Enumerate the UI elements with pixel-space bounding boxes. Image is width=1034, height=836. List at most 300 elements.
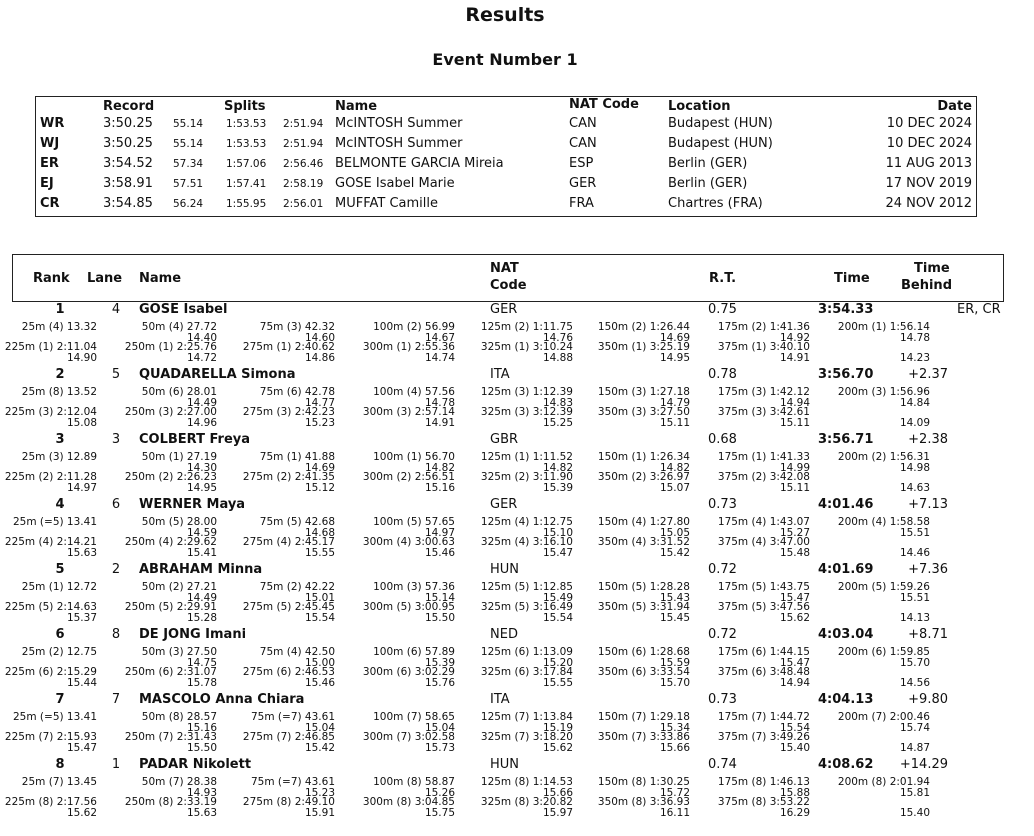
split-time: 275m (5) 2:45.45	[242, 601, 335, 613]
split-lap: 15.05	[659, 527, 690, 539]
split-lap: 15.55	[542, 677, 573, 689]
split-time: 50m (6) 28.01	[141, 386, 217, 398]
split-time: 100m (8) 58.87	[373, 776, 455, 788]
split-time: 350m (3) 3:27.50	[597, 406, 690, 418]
split-time: 325m (7) 3:18.20	[480, 731, 573, 743]
result-lane: 6	[111, 497, 121, 512]
record-split: 2:51.94	[283, 138, 324, 150]
split-time: 225m (2) 2:11.28	[4, 471, 97, 483]
split-lap: 15.23	[304, 417, 335, 429]
split-time: 100m (3) 57.36	[373, 581, 455, 593]
split-lap: 14.46	[899, 547, 930, 559]
split-lap: 15.01	[304, 592, 335, 604]
split-lap: 14.49	[186, 592, 217, 604]
split-lap: 15.28	[186, 612, 217, 624]
split-time: 200m (7) 2:00.46	[837, 711, 930, 723]
split-lap: 15.16	[424, 482, 455, 494]
split-lap: 14.98	[899, 462, 930, 474]
split-time: 125m (2) 1:11.75	[480, 321, 573, 333]
split-lap: 15.27	[779, 527, 810, 539]
split-time: 250m (2) 2:26.23	[124, 471, 217, 483]
split-time: 150m (5) 1:28.28	[597, 581, 690, 593]
split-lap: 15.08	[66, 417, 97, 429]
split-lap: 14.87	[899, 742, 930, 754]
split-lap: 15.12	[304, 482, 335, 494]
split-time: 250m (8) 2:33.19	[124, 796, 217, 808]
record-time: 3:50.25	[103, 136, 153, 151]
split-time: 50m (8) 28.57	[141, 711, 217, 723]
split-time: 275m (8) 2:49.10	[242, 796, 335, 808]
split-time: 250m (7) 2:31.43	[124, 731, 217, 743]
split-lap: 15.47	[779, 657, 810, 669]
result-nat: ITA	[490, 692, 510, 707]
split-lap: 15.74	[899, 722, 930, 734]
split-lap: 14.94	[779, 677, 810, 689]
split-time: 350m (8) 3:36.93	[597, 796, 690, 808]
split-lap: 14.92	[779, 332, 810, 344]
record-type: EJ	[40, 176, 54, 191]
split-lap: 14.91	[424, 417, 455, 429]
split-lap: 15.97	[542, 807, 573, 819]
result-rank: 4	[55, 497, 65, 512]
split-time: 100m (5) 57.65	[373, 516, 455, 528]
record-time: 3:58.91	[103, 176, 153, 191]
split-time: 175m (2) 1:41.36	[717, 321, 810, 333]
result-time-behind: +2.38	[908, 432, 948, 447]
split-lap: 14.09	[899, 417, 930, 429]
split-time: 175m (6) 1:44.15	[717, 646, 810, 658]
records-header-location: Location	[668, 99, 731, 114]
split-time: 300m (4) 3:00.63	[362, 536, 455, 548]
record-nat: CAN	[569, 136, 597, 151]
split-lap: 15.04	[424, 722, 455, 734]
result-name: ABRAHAM Minna	[139, 562, 263, 577]
result-time: 3:56.71	[818, 432, 874, 447]
result-nat: GER	[490, 302, 518, 317]
record-location: Berlin (GER)	[668, 156, 748, 171]
result-nat: ITA	[490, 367, 510, 382]
split-lap: 15.48	[779, 547, 810, 559]
record-split: 1:55.95	[226, 198, 267, 210]
split-time: 25m (=5) 13.41	[13, 516, 97, 528]
result-rank: 6	[55, 627, 65, 642]
split-lap: 15.81	[899, 787, 930, 799]
split-time: 75m (2) 42.22	[259, 581, 335, 593]
split-lap: 14.30	[186, 462, 217, 474]
split-time: 275m (3) 2:42.23	[242, 406, 335, 418]
result-nat: HUN	[490, 757, 520, 772]
split-time: 200m (5) 1:59.26	[837, 581, 930, 593]
result-time: 4:08.62	[818, 757, 874, 772]
split-time: 125m (4) 1:12.75	[480, 516, 573, 528]
split-time: 175m (3) 1:42.12	[717, 386, 810, 398]
header-time-behind-bottom: Behind	[901, 278, 952, 293]
split-lap: 14.86	[304, 352, 335, 364]
split-time: 175m (8) 1:46.13	[717, 776, 810, 788]
split-lap: 15.45	[659, 612, 690, 624]
split-lap: 15.42	[659, 547, 690, 559]
header-rank: Rank	[33, 271, 70, 286]
split-time: 225m (8) 2:17.56	[4, 796, 97, 808]
split-time: 300m (3) 2:57.14	[362, 406, 455, 418]
split-lap: 15.00	[304, 657, 335, 669]
split-lap: 14.94	[779, 397, 810, 409]
result-time: 4:01.69	[818, 562, 874, 577]
split-time: 250m (5) 2:29.91	[124, 601, 217, 613]
split-time: 125m (6) 1:13.09	[480, 646, 573, 658]
split-lap: 15.42	[304, 742, 335, 754]
result-rt: 0.73	[708, 497, 737, 512]
split-lap: 15.44	[66, 677, 97, 689]
split-lap: 15.46	[304, 677, 335, 689]
split-time: 325m (6) 3:17.84	[480, 666, 573, 678]
split-lap: 15.40	[899, 807, 930, 819]
split-lap: 15.26	[424, 787, 455, 799]
record-nat: CAN	[569, 116, 597, 131]
split-lap: 14.97	[424, 527, 455, 539]
split-lap: 14.96	[186, 417, 217, 429]
split-time: 325m (5) 3:16.49	[480, 601, 573, 613]
split-lap: 15.49	[542, 592, 573, 604]
record-time: 3:50.25	[103, 116, 153, 131]
split-time: 175m (5) 1:43.75	[717, 581, 810, 593]
split-time: 125m (3) 1:12.39	[480, 386, 573, 398]
header-lane: Lane	[87, 271, 123, 286]
split-lap: 15.72	[659, 787, 690, 799]
result-name: MASCOLO Anna Chiara	[139, 692, 305, 707]
split-lap: 14.82	[424, 462, 455, 474]
split-lap: 15.51	[899, 527, 930, 539]
record-holder-name: McINTOSH Summer	[335, 116, 463, 131]
split-lap: 14.76	[542, 332, 573, 344]
record-split: 55.14	[173, 118, 204, 130]
records-header-name: Name	[335, 99, 378, 114]
header-code: Code	[490, 278, 527, 293]
records-header-date: Date	[937, 99, 972, 114]
split-time: 300m (7) 3:02.58	[362, 731, 455, 743]
split-lap: 14.69	[304, 462, 335, 474]
result-nat: HUN	[490, 562, 520, 577]
result-rank: 8	[55, 757, 65, 772]
split-time: 125m (1) 1:11.52	[480, 451, 573, 463]
split-time: 350m (6) 3:33.54	[597, 666, 690, 678]
split-lap: 14.68	[304, 527, 335, 539]
split-time: 250m (6) 2:31.07	[124, 666, 217, 678]
split-lap: 14.49	[186, 397, 217, 409]
split-lap: 15.54	[779, 722, 810, 734]
result-name: COLBERT Freya	[139, 432, 251, 447]
record-location: Berlin (GER)	[668, 176, 748, 191]
result-time: 4:03.04	[818, 627, 874, 642]
split-time: 200m (1) 1:56.14	[837, 321, 930, 333]
result-lane: 4	[111, 302, 121, 317]
split-lap: 15.76	[424, 677, 455, 689]
record-date: 10 DEC 2024	[886, 136, 972, 151]
split-time: 25m (3) 12.89	[21, 451, 97, 463]
split-lap: 15.11	[659, 417, 690, 429]
split-time: 275m (2) 2:41.35	[242, 471, 335, 483]
result-time-behind: +14.29	[899, 757, 948, 772]
record-date: 11 AUG 2013	[885, 156, 972, 171]
header-time-behind-top: Time	[914, 261, 950, 276]
split-time: 200m (2) 1:56.31	[837, 451, 930, 463]
result-rank: 2	[55, 367, 65, 382]
split-time: 325m (8) 3:20.82	[480, 796, 573, 808]
split-time: 150m (1) 1:26.34	[597, 451, 690, 463]
result-name: WERNER Maya	[139, 497, 246, 512]
split-time: 175m (7) 1:44.72	[717, 711, 810, 723]
result-lane: 3	[111, 432, 121, 447]
split-lap: 14.78	[899, 332, 930, 344]
split-time: 100m (1) 56.70	[373, 451, 455, 463]
split-lap: 15.75	[424, 807, 455, 819]
event-title: Event Number 1	[432, 50, 578, 69]
split-lap: 15.62	[779, 612, 810, 624]
result-time: 3:56.70	[818, 367, 874, 382]
split-time: 75m (3) 42.32	[259, 321, 335, 333]
record-split: 1:53.53	[226, 118, 267, 130]
split-lap: 15.51	[899, 592, 930, 604]
split-time: 350m (2) 3:26.97	[597, 471, 690, 483]
header-rt: R.T.	[709, 271, 737, 286]
split-time: 75m (6) 42.78	[259, 386, 335, 398]
result-rank: 5	[55, 562, 65, 577]
split-time: 225m (5) 2:14.63	[4, 601, 97, 613]
split-time: 325m (3) 3:12.39	[480, 406, 573, 418]
result-name: QUADARELLA Simona	[139, 367, 296, 382]
split-time: 75m (=7) 43.61	[251, 776, 335, 788]
split-lap: 14.77	[304, 397, 335, 409]
split-lap: 15.66	[659, 742, 690, 754]
split-lap: 15.14	[424, 592, 455, 604]
result-lane: 5	[111, 367, 121, 382]
split-lap: 15.62	[66, 807, 97, 819]
result-time-behind: +8.71	[908, 627, 948, 642]
split-lap: 15.04	[304, 722, 335, 734]
record-split: 55.14	[173, 138, 204, 150]
record-time: 3:54.85	[103, 196, 153, 211]
split-time: 100m (2) 56.99	[373, 321, 455, 333]
split-lap: 14.91	[779, 352, 810, 364]
header-time: Time	[834, 271, 870, 286]
result-time: 3:54.33	[818, 302, 874, 317]
split-time: 300m (1) 2:55.36	[362, 341, 455, 353]
split-time: 150m (3) 1:27.18	[597, 386, 690, 398]
split-lap: 14.79	[659, 397, 690, 409]
split-lap: 14.74	[424, 352, 455, 364]
split-lap: 15.66	[542, 787, 573, 799]
record-split: 2:51.94	[283, 118, 324, 130]
result-rt: 0.73	[708, 692, 737, 707]
records-table	[35, 96, 977, 217]
records-header-splits: Splits	[224, 99, 266, 114]
split-time: 200m (4) 1:58.58	[837, 516, 930, 528]
split-lap: 14.88	[542, 352, 573, 364]
split-time: 250m (1) 2:25.76	[124, 341, 217, 353]
split-lap: 15.47	[542, 547, 573, 559]
split-time: 325m (4) 3:16.10	[480, 536, 573, 548]
result-time: 4:04.13	[818, 692, 874, 707]
split-time: 50m (4) 27.72	[141, 321, 217, 333]
split-lap: 15.50	[424, 612, 455, 624]
split-time: 125m (8) 1:14.53	[480, 776, 573, 788]
split-lap: 14.90	[66, 352, 97, 364]
record-split: 2:56.01	[283, 198, 324, 210]
split-time: 225m (1) 2:11.04	[4, 341, 97, 353]
split-lap: 15.40	[779, 742, 810, 754]
record-split: 2:56.46	[283, 158, 324, 170]
split-lap: 14.93	[186, 787, 217, 799]
split-time: 325m (2) 3:11.90	[480, 471, 573, 483]
split-time: 350m (4) 3:31.52	[597, 536, 690, 548]
split-lap: 15.78	[186, 677, 217, 689]
split-time: 375m (1) 3:40.10	[717, 341, 810, 353]
record-type: WR	[40, 116, 65, 131]
record-type: WJ	[40, 136, 60, 151]
record-nat: FRA	[569, 196, 594, 211]
split-lap: 15.59	[659, 657, 690, 669]
split-lap: 14.97	[66, 482, 97, 494]
record-type: CR	[40, 196, 60, 211]
split-time: 150m (6) 1:28.68	[597, 646, 690, 658]
record-time: 3:54.52	[103, 156, 153, 171]
split-time: 150m (8) 1:30.25	[597, 776, 690, 788]
record-split: 57.34	[173, 158, 204, 170]
split-time: 225m (3) 2:12.04	[4, 406, 97, 418]
record-split: 57.51	[173, 178, 204, 190]
split-lap: 15.16	[186, 722, 217, 734]
split-time: 50m (5) 28.00	[141, 516, 217, 528]
split-lap: 15.63	[66, 547, 97, 559]
split-time: 375m (7) 3:49.26	[717, 731, 810, 743]
split-lap: 15.55	[304, 547, 335, 559]
record-location: Budapest (HUN)	[668, 136, 773, 151]
split-lap: 14.99	[779, 462, 810, 474]
split-time: 25m (4) 13.32	[21, 321, 97, 333]
split-lap: 15.50	[186, 742, 217, 754]
split-lap: 14.78	[424, 397, 455, 409]
split-time: 125m (5) 1:12.85	[480, 581, 573, 593]
split-time: 25m (7) 13.45	[21, 776, 97, 788]
split-lap: 14.56	[899, 677, 930, 689]
split-lap: 16.29	[779, 807, 810, 819]
result-rank: 3	[55, 432, 65, 447]
split-time: 375m (6) 3:48.48	[717, 666, 810, 678]
split-time: 175m (4) 1:43.07	[717, 516, 810, 528]
result-time-behind: +2.37	[908, 367, 948, 382]
split-time: 350m (5) 3:31.94	[597, 601, 690, 613]
split-lap: 15.88	[779, 787, 810, 799]
split-time: 200m (6) 1:59.85	[837, 646, 930, 658]
record-location: Chartres (FRA)	[668, 196, 763, 211]
split-lap: 15.47	[66, 742, 97, 754]
result-nat: GER	[490, 497, 518, 512]
split-lap: 15.41	[186, 547, 217, 559]
split-time: 225m (7) 2:15.93	[4, 731, 97, 743]
split-time: 375m (2) 3:42.08	[717, 471, 810, 483]
split-time: 225m (6) 2:15.29	[4, 666, 97, 678]
result-rt: 0.75	[708, 302, 737, 317]
split-lap: 15.63	[186, 807, 217, 819]
record-date: 24 NOV 2012	[885, 196, 972, 211]
split-time: 25m (1) 12.72	[21, 581, 97, 593]
split-lap: 15.34	[659, 722, 690, 734]
split-lap: 15.46	[424, 547, 455, 559]
split-time: 375m (5) 3:47.56	[717, 601, 810, 613]
record-holder-name: GOSE Isabel Marie	[335, 176, 455, 191]
split-lap: 15.23	[304, 787, 335, 799]
split-time: 150m (2) 1:26.44	[597, 321, 690, 333]
split-lap: 14.84	[899, 397, 930, 409]
result-record-note: ER, CR	[957, 302, 1001, 317]
header-name: Name	[139, 271, 182, 286]
record-nat: GER	[569, 176, 597, 191]
split-lap: 15.73	[424, 742, 455, 754]
record-date: 10 DEC 2024	[886, 116, 972, 131]
split-time: 275m (1) 2:40.62	[242, 341, 335, 353]
split-lap: 15.47	[779, 592, 810, 604]
split-lap: 14.75	[186, 657, 217, 669]
split-time: 100m (6) 57.89	[373, 646, 455, 658]
split-lap: 15.07	[659, 482, 690, 494]
result-nat: GBR	[490, 432, 519, 447]
split-time: 100m (7) 58.65	[373, 711, 455, 723]
split-lap: 16.11	[659, 807, 690, 819]
split-lap: 15.20	[542, 657, 573, 669]
record-split: 1:57.06	[226, 158, 267, 170]
split-lap: 14.59	[186, 527, 217, 539]
split-time: 75m (=7) 43.61	[251, 711, 335, 723]
result-rank: 1	[55, 302, 65, 317]
split-time: 300m (5) 3:00.95	[362, 601, 455, 613]
split-lap: 15.37	[66, 612, 97, 624]
split-time: 250m (4) 2:29.62	[124, 536, 217, 548]
result-name: PADAR Nikolett	[139, 757, 252, 772]
record-split: 2:58.19	[283, 178, 324, 190]
split-lap: 14.95	[186, 482, 217, 494]
split-lap: 14.82	[659, 462, 690, 474]
split-time: 50m (2) 27.21	[141, 581, 217, 593]
results-header	[12, 254, 1004, 302]
split-time: 150m (7) 1:29.18	[597, 711, 690, 723]
split-lap: 15.70	[659, 677, 690, 689]
result-lane: 1	[111, 757, 121, 772]
split-time: 275m (4) 2:45.17	[242, 536, 335, 548]
split-lap: 15.39	[542, 482, 573, 494]
record-holder-name: BELMONTE GARCIA Mireia	[335, 156, 504, 171]
result-lane: 7	[111, 692, 121, 707]
record-holder-name: MUFFAT Camille	[335, 196, 438, 211]
result-time: 4:01.46	[818, 497, 874, 512]
record-split: 56.24	[173, 198, 204, 210]
split-time: 75m (1) 41.88	[259, 451, 335, 463]
split-time: 150m (4) 1:27.80	[597, 516, 690, 528]
split-lap: 14.95	[659, 352, 690, 364]
split-time: 225m (4) 2:14.21	[4, 536, 97, 548]
result-name: GOSE Isabel	[139, 302, 228, 317]
split-lap: 15.91	[304, 807, 335, 819]
split-lap: 14.72	[186, 352, 217, 364]
split-time: 300m (2) 2:56.51	[362, 471, 455, 483]
split-lap: 15.54	[304, 612, 335, 624]
record-location: Budapest (HUN)	[668, 116, 773, 131]
split-lap: 15.39	[424, 657, 455, 669]
result-rt: 0.68	[708, 432, 737, 447]
split-time: 175m (1) 1:41.33	[717, 451, 810, 463]
result-time-behind: +9.80	[908, 692, 948, 707]
record-holder-name: McINTOSH Summer	[335, 136, 463, 151]
result-time-behind: +7.36	[908, 562, 948, 577]
